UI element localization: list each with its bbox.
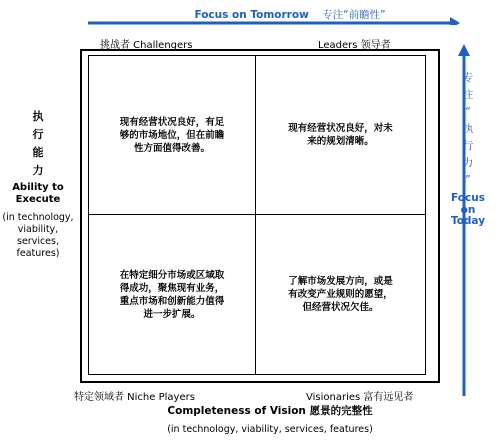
quadrant-niche-players (88, 215, 256, 375)
right-axis-label (446, 70, 490, 228)
magic-quadrant-matrix (80, 49, 440, 383)
bottom-axis-title: Completeness of Vision 愿景的完整性 (167, 405, 373, 417)
bottom-axis-label (120, 403, 420, 435)
left-axis-label-en: Ability to Execute (12, 182, 64, 205)
right-axis-label-cn: 专 注 “ 执 行 力 ” (462, 72, 474, 186)
top-axis-label (150, 7, 430, 22)
quadrant-visionaries-text: 了解市场发展方向，或是有改变产业规则的愿望，但经营状况欠佳。 (288, 276, 393, 313)
leaders-label: Leaders 领导者 (318, 40, 391, 51)
top-axis-label-en: Focus on Tomorrow (194, 9, 309, 21)
quadrant-leaders-text: 现有经营状况良好，对未来的规划清晰。 (288, 123, 393, 147)
right-axis-label-en: Focus on Today (450, 192, 486, 227)
challengers-label: 挑战者 Challengers (100, 40, 193, 51)
niche-players-label: 特定领域者 Niche Players (74, 392, 195, 403)
left-axis-sublabel: (in technology, viability, services, features) (2, 212, 74, 259)
quadrant-niche-players-text: 在特定细分市场或区域取得成功，聚焦现有业务，重点市场和创新能力值得进一步扩展。 (119, 269, 225, 320)
top-axis-label-cn: 专注“前瞻性” (322, 9, 386, 21)
quadrant-challengers (88, 55, 256, 215)
quadrant-leaders (256, 55, 426, 215)
left-axis-label-cn: 执 行 能 力 (32, 110, 44, 177)
quadrant-visionaries (256, 215, 426, 375)
visionaries-label: Visionaries 富有远见者 (306, 392, 414, 403)
left-axis-label (0, 108, 76, 260)
quadrant-challengers-text: 现有经营状况良好，有足够的市场地位，但在前瞻性方面值得改善。 (119, 116, 225, 154)
bottom-axis-sublabel: (in technology, viability, services, features) (167, 424, 373, 435)
